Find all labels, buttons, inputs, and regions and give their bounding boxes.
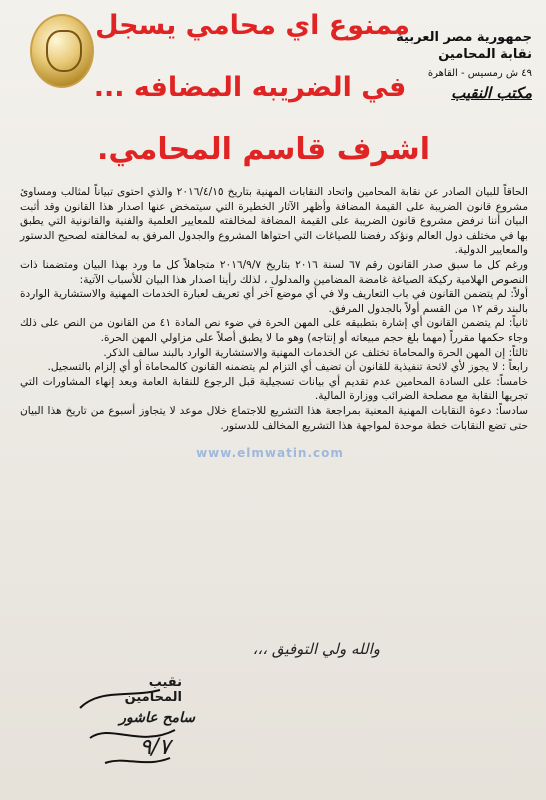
header-country: جمهورية مصر العربية: [396, 30, 532, 45]
red-title-line-1: ممنوع اي محامي يسجل: [95, 10, 410, 41]
paragraph-law-issued: ورغم كل ما سبق صدر القانون رقم ٦٧ لسنة ٢٠١٦ بتاريخ ٢٠١٦/٩/٧ متجاهلاً كل ما ورد بهذا البيان ومتضمنا ذات النصوص الهلامية ركيكة الصياغة غامضة المضامين والمدلول ، لذلك رأينا اصدار هذا البيان للأسباب الآتية:: [20, 258, 529, 286]
header-address: ٤٩ ش رمسيس - القاهرة: [427, 68, 532, 79]
paragraph-second: ثانياً: لم يتضمن القانون أي إشارة بتطبيقه على المهن الحرة في ضوء نص المادة ٤١ من القانون من النص على ذلك وجاء حكمها مقرراً (مهما بلغ حجم مبيعاته أو إنتاجه) وهو ما لا يطبق أصلاً على مزاولي المهن الحرة.: [20, 317, 528, 344]
site-watermark: www.elmwatin.com: [196, 446, 344, 460]
red-title-line-3: اشرف قاسم المحامي.: [97, 132, 430, 167]
signature-title: نقيب المحامين: [124, 675, 182, 705]
header-office: مكتب النقيب: [451, 84, 532, 102]
red-title-line-2: في الضريبه المضافه ...: [93, 72, 407, 103]
header-syndicate: نقابة المحامين: [438, 47, 532, 62]
paragraph-first: أولاً: لم يتضمن القانون في باب التعاريف ولا في أي موضع آخر أي تعريف لعبارة الخدمات المهنية والاستشارية الواردة بالبند رقم ١٢ من القسم أولاً بالجدول المرفق.: [20, 288, 528, 315]
paragraph-sixth: سادساً: دعوة النقابات المهنية المعنية بمراجعة هذا التشريع للاجتماع خلال موعد لا يتجاوز أسبوع من تاريخ هذا البيان حتى تضع النقابات خطة موحدة لمواجهة هذا التشريع المخالف للدستور.: [20, 404, 528, 432]
paragraph-intro: الحاقاً للبيان الصادر عن نقابة المحامين واتحاد النقابات المهنية بتاريخ ٢٠١٦/٤/١٥ والذي احتوى تبياناً لمثالب ومساوئ مشروع قانون الضريبة على القيمة المضافة وأظهر الآثار الخطيرة التي سيتمخض عنها اصدار هذا القانون وقد أثبت البيان أننا نرفض مشروع قانون الضريبة على القيمة المضافة لمخالفته للمعايير العلمية والفنية والقانونية التي يطبق بها في مختلف دول العالم ونؤكد رفضنا للصياغات التي احتواها المشروع والجدول المرفق به لمخالفته لصحيح الدستور والمعايير الدولية.: [20, 186, 528, 257]
syndicate-seal-logo: [30, 14, 94, 88]
statement-body: [20, 185, 528, 433]
closing-phrase: والله ولي التوفيق ،،،: [252, 640, 380, 658]
paragraph-third: ثالثاً: إن المهن الحرة والمحاماة تختلف عن الخدمات المهنية والاستشارية الوارد بالبند سالف الذكر.: [103, 346, 528, 359]
seal-emblem: [46, 30, 82, 72]
signature-date: ٩/٧: [139, 735, 171, 760]
signature-name: سامح عاشور: [119, 710, 195, 726]
paragraph-fifth: خامساً: على السادة المحامين عدم تقديم أي بيانات تسجيلية قبل الرجوع للنقابة العامة وبعد إنهاء المشاورات التي تجريها النقابة مع مصلحة الضرائب ووزارة المالية.: [20, 375, 528, 403]
paragraph-fourth: رابعاً : لا يجوز لأي لائحة تنفيذية للقانون أن تضيف أي التزام لم يتضمنه القانون كالمحاماة أو أي إلزام بالتسجيل.: [47, 361, 528, 374]
